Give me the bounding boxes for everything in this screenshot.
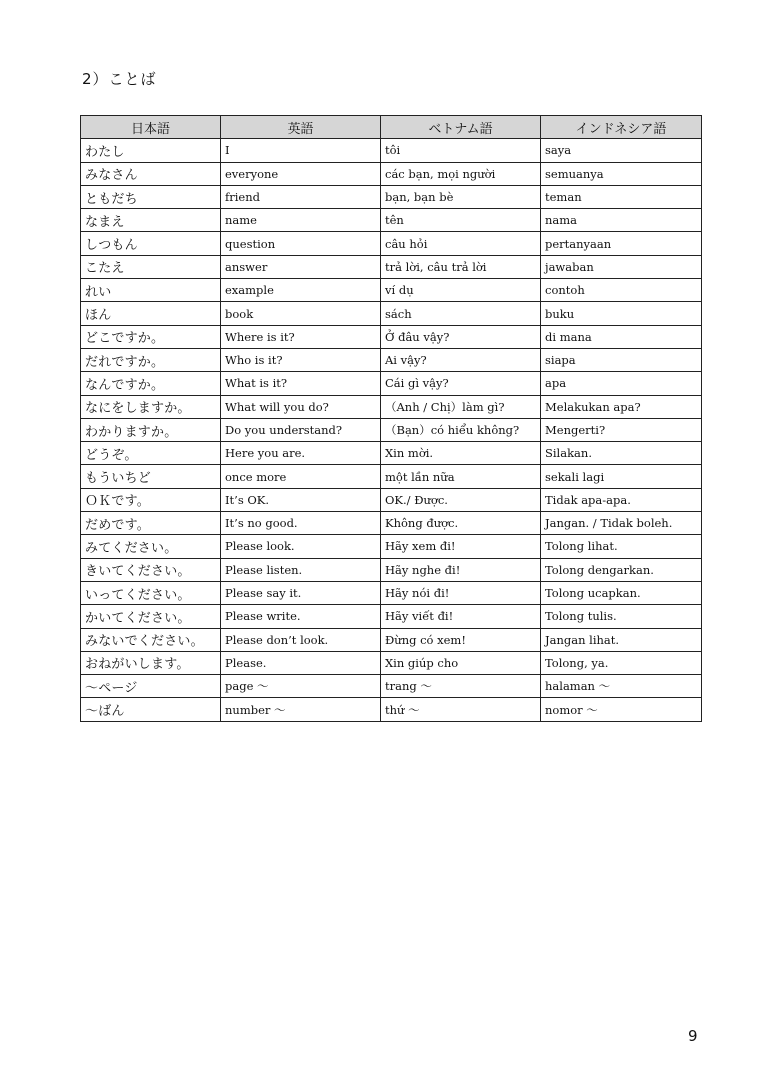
english-cell: It’s no good. bbox=[221, 512, 381, 535]
table-row bbox=[81, 675, 702, 698]
japanese-cell: みてください。 bbox=[81, 535, 221, 558]
header-english: 英語 bbox=[221, 116, 381, 139]
japanese-cell: どうぞ。 bbox=[81, 442, 221, 465]
japanese-cell: どこですか。 bbox=[81, 325, 221, 348]
vietnamese-cell: Ai vậy? bbox=[381, 348, 541, 371]
indonesian-cell: saya bbox=[541, 139, 702, 162]
table-row bbox=[81, 651, 702, 674]
table-row bbox=[81, 418, 702, 441]
indonesian-cell: sekali lagi bbox=[541, 465, 702, 488]
indonesian-cell: apa bbox=[541, 372, 702, 395]
japanese-cell: なにをしますか。 bbox=[81, 395, 221, 418]
vietnamese-cell: Xin giúp cho bbox=[381, 651, 541, 674]
indonesian-cell: Tolong, ya. bbox=[541, 651, 702, 674]
vietnamese-cell: OK./ Được. bbox=[381, 488, 541, 511]
english-cell: everyone bbox=[221, 162, 381, 185]
table-row bbox=[81, 605, 702, 628]
japanese-cell: なまえ bbox=[81, 209, 221, 232]
english-cell: Here you are. bbox=[221, 442, 381, 465]
header-vietnamese: ベトナム語 bbox=[381, 116, 541, 139]
japanese-cell: なんですか。 bbox=[81, 372, 221, 395]
english-cell: Do you understand? bbox=[221, 418, 381, 441]
english-cell: What will you do? bbox=[221, 395, 381, 418]
japanese-cell: わたし bbox=[81, 139, 221, 162]
english-cell: Please say it. bbox=[221, 581, 381, 604]
vietnamese-cell: Không được. bbox=[381, 512, 541, 535]
vietnamese-cell: Cái gì vậy? bbox=[381, 372, 541, 395]
table-row bbox=[81, 512, 702, 535]
vietnamese-cell: trả lời, câu trả lời bbox=[381, 255, 541, 278]
table-row bbox=[81, 581, 702, 604]
vietnamese-cell: các bạn, mọi người bbox=[381, 162, 541, 185]
english-cell: Please. bbox=[221, 651, 381, 674]
indonesian-cell: di mana bbox=[541, 325, 702, 348]
english-cell: friend bbox=[221, 185, 381, 208]
indonesian-cell: Tolong lihat. bbox=[541, 535, 702, 558]
vietnamese-cell: Ở đâu vậy? bbox=[381, 325, 541, 348]
table-row bbox=[81, 139, 702, 162]
indonesian-cell: buku bbox=[541, 302, 702, 325]
japanese-cell: きいてください。 bbox=[81, 558, 221, 581]
vietnamese-cell: Hãy viết đi! bbox=[381, 605, 541, 628]
indonesian-cell: Silakan. bbox=[541, 442, 702, 465]
indonesian-cell: jawaban bbox=[541, 255, 702, 278]
japanese-cell: かいてください。 bbox=[81, 605, 221, 628]
indonesian-cell: halaman 〜 bbox=[541, 675, 702, 698]
indonesian-cell: contoh bbox=[541, 279, 702, 302]
english-cell: Who is it? bbox=[221, 348, 381, 371]
indonesian-cell: Melakukan apa? bbox=[541, 395, 702, 418]
japanese-cell: ともだち bbox=[81, 185, 221, 208]
vietnamese-cell: Xin mời. bbox=[381, 442, 541, 465]
indonesian-cell: Jangan lihat. bbox=[541, 628, 702, 651]
table-row bbox=[81, 698, 702, 721]
english-cell: Please don’t look. bbox=[221, 628, 381, 651]
indonesian-cell: teman bbox=[541, 185, 702, 208]
vietnamese-cell: Hãy nghe đi! bbox=[381, 558, 541, 581]
english-cell: Please look. bbox=[221, 535, 381, 558]
vietnamese-cell: （Bạn）có hiểu không? bbox=[381, 418, 541, 441]
english-cell: Please write. bbox=[221, 605, 381, 628]
header-row bbox=[81, 116, 702, 139]
english-cell: number 〜 bbox=[221, 698, 381, 721]
vietnamese-cell: câu hỏi bbox=[381, 232, 541, 255]
english-cell: Please listen. bbox=[221, 558, 381, 581]
english-cell: question bbox=[221, 232, 381, 255]
japanese-cell: 〜ばん bbox=[81, 698, 221, 721]
japanese-cell: おねがいします。 bbox=[81, 651, 221, 674]
table-row bbox=[81, 255, 702, 278]
table-row bbox=[81, 325, 702, 348]
table-row bbox=[81, 535, 702, 558]
japanese-cell: だれですか。 bbox=[81, 348, 221, 371]
table-row bbox=[81, 209, 702, 232]
vietnamese-cell: bạn, bạn bè bbox=[381, 185, 541, 208]
english-cell: example bbox=[221, 279, 381, 302]
japanese-cell: ＯＫです。 bbox=[81, 488, 221, 511]
table-row bbox=[81, 348, 702, 371]
japanese-cell: ほん bbox=[81, 302, 221, 325]
table-row bbox=[81, 465, 702, 488]
vietnamese-cell: sách bbox=[381, 302, 541, 325]
japanese-cell: 〜ページ bbox=[81, 675, 221, 698]
indonesian-cell: Tidak apa-apa. bbox=[541, 488, 702, 511]
indonesian-cell: Mengerti? bbox=[541, 418, 702, 441]
page-number: 9 bbox=[688, 1027, 698, 1045]
vietnamese-cell: trang 〜 bbox=[381, 675, 541, 698]
japanese-cell: いってください。 bbox=[81, 581, 221, 604]
table-row bbox=[81, 488, 702, 511]
indonesian-cell: Jangan. / Tidak boleh. bbox=[541, 512, 702, 535]
indonesian-cell: siapa bbox=[541, 348, 702, 371]
indonesian-cell: Tolong dengarkan. bbox=[541, 558, 702, 581]
vietnamese-cell: thứ 〜 bbox=[381, 698, 541, 721]
japanese-cell: しつもん bbox=[81, 232, 221, 255]
table-body bbox=[81, 139, 702, 721]
japanese-cell: もういちど bbox=[81, 465, 221, 488]
japanese-cell: こたえ bbox=[81, 255, 221, 278]
table-row bbox=[81, 302, 702, 325]
vocabulary-table bbox=[80, 115, 702, 722]
english-cell: It’s OK. bbox=[221, 488, 381, 511]
table-row bbox=[81, 442, 702, 465]
table-row bbox=[81, 372, 702, 395]
japanese-cell: れい bbox=[81, 279, 221, 302]
indonesian-cell: nama bbox=[541, 209, 702, 232]
english-cell: Where is it? bbox=[221, 325, 381, 348]
vietnamese-cell: ví dụ bbox=[381, 279, 541, 302]
english-cell: once more bbox=[221, 465, 381, 488]
vietnamese-cell: Đừng có xem! bbox=[381, 628, 541, 651]
vietnamese-cell: tôi bbox=[381, 139, 541, 162]
indonesian-cell: pertanyaan bbox=[541, 232, 702, 255]
japanese-cell: みないでください。 bbox=[81, 628, 221, 651]
table-row bbox=[81, 628, 702, 651]
indonesian-cell: Tolong ucapkan. bbox=[541, 581, 702, 604]
table-row bbox=[81, 232, 702, 255]
vietnamese-cell: （Anh / Chị）làm gì? bbox=[381, 395, 541, 418]
english-cell: What is it? bbox=[221, 372, 381, 395]
table-row bbox=[81, 558, 702, 581]
header-japanese: 日本語 bbox=[81, 116, 221, 139]
english-cell: page 〜 bbox=[221, 675, 381, 698]
english-cell: name bbox=[221, 209, 381, 232]
section-title: 2）ことば bbox=[82, 70, 157, 88]
indonesian-cell: semuanya bbox=[541, 162, 702, 185]
english-cell: answer bbox=[221, 255, 381, 278]
indonesian-cell: Tolong tulis. bbox=[541, 605, 702, 628]
english-cell: I bbox=[221, 139, 381, 162]
vietnamese-cell: Hãy nói đi! bbox=[381, 581, 541, 604]
table-row bbox=[81, 279, 702, 302]
vietnamese-cell: một lần nữa bbox=[381, 465, 541, 488]
table-row bbox=[81, 395, 702, 418]
header-indonesian: インドネシア語 bbox=[541, 116, 702, 139]
vietnamese-cell: Hãy xem đi! bbox=[381, 535, 541, 558]
vietnamese-cell: tên bbox=[381, 209, 541, 232]
indonesian-cell: nomor 〜 bbox=[541, 698, 702, 721]
table-row bbox=[81, 162, 702, 185]
japanese-cell: だめです。 bbox=[81, 512, 221, 535]
japanese-cell: わかりますか。 bbox=[81, 418, 221, 441]
english-cell: book bbox=[221, 302, 381, 325]
table-row bbox=[81, 185, 702, 208]
japanese-cell: みなさん bbox=[81, 162, 221, 185]
